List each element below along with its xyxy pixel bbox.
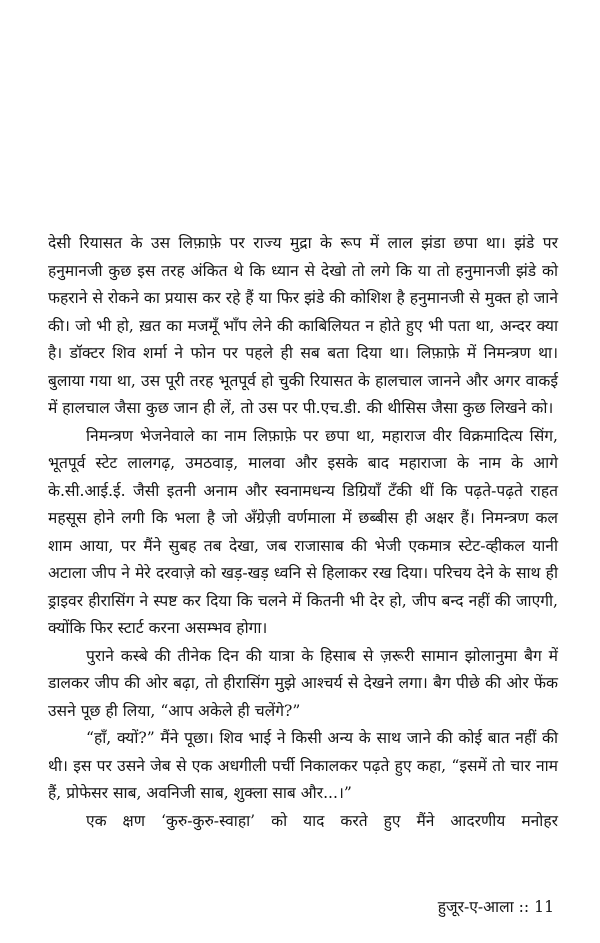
paragraph-4: “हाँ, क्यों?” मैंने पूछा। शिव भाई ने किसी अन्य के साथ जाने की कोई बात नहीं की थी। इस पर उसने जेब से एक अधगीली पर्ची निकालकर पढ़ते हुए कहा, “इसमें तो चार नाम हैं, प्रोफेसर साब, अवनिजी साब, शुक्ला साब और...।” (48, 729, 558, 802)
page-footer (438, 895, 554, 919)
body-text (48, 230, 558, 835)
paragraph-5: एक क्षण ‘कुरु-कुरु-स्वाहा’ को याद करते हुए मैंने आदरणीय मनोहर (86, 811, 558, 830)
paragraph-1: देसी रियासत के उस लिफ़ाफ़े पर राज्य मुद्रा के रूप में लाल झंडा छपा था। झंडे पर हनुमानजी कुछ इस तरह अंकित थे कि ध्यान से देखो तो लगे कि या तो हनुमानजी झंडे को फहराने से रोकने का प्रयास कर रहे हैं या फिर झंडे की कोशिश है हनुमानजी से मुक्त हो जाने की। जो भी हो, ख़त का मजमूँ भाँप लेने की काबिलियत न होते हुए भी पता था, अन्दर क्या है। डॉक्टर शिव शर्मा ने फोन पर पहले ही सब बता दिया था। लिफ़ाफ़े में निमन्त्रण था। बुलाया गया था, उस पूरी तरह भूतपूर्व हो चुकी रियासत के हालचाल जानने और अगर वाकई में हालचाल जैसा कुछ जान ही लें, तो उस पर पी.एच.डी. की थीसिस जैसा कुछ लिखने को। (48, 234, 558, 417)
paragraph-3: पुराने कस्बे की तीनेक दिन की यात्रा के हिसाब से ज़रूरी सामान झोलानुमा बैग में डालकर जीप की ओर बढ़ा, तो हीरासिंग मुझे आश्चर्य से देखने लगा। बैग पीछे की ओर फेंक उसने पूछ ही लिया, “आप अकेले ही चलेंगे?” (48, 646, 558, 720)
footer-separator: :: (518, 898, 530, 916)
paragraph-2: निमन्त्रण भेजनेवाले का नाम लिफ़ाफ़े पर छपा था, महाराज वीर विक्रमादित्य सिंग, भूतपूर्व स्टेट लालगढ़, उमठवाड़, मालवा और इसके बाद महाराजा के नाम के आगे के.सी.आई.ई. जैसी इतनी अनाम और स्वनामधन्य डिग्रियाँ टँकी थीं कि पढ़ते-पढ़ते राहत महसूस होने लगी कि भला है जो अँग्रेज़ी वर्णमाला में छब्बीस ही अक्षर हैं। निमन्त्रण कल शाम आया, पर मैंने सुबह तब देखा, जब राजासाब की भेजी एकमात्र स्टेट-व्हीकल यानी अटाला जीप ने मेरे दरवाज़े को खड़-खड़ ध्वनि से हिलाकर रख दिया। परिचय देने के साथ ही ड्राइवर हीरासिंग ने स्पष्ट कर दिया कि चलने में कितनी भी देर हो, जीप बन्द नहीं की जाएगी, क्योंकि फिर स्टार्ट करना असम्भव होगा। (48, 426, 558, 637)
running-title: हुजूर-ए-आला (437, 898, 514, 916)
page-number: 11 (534, 898, 554, 916)
